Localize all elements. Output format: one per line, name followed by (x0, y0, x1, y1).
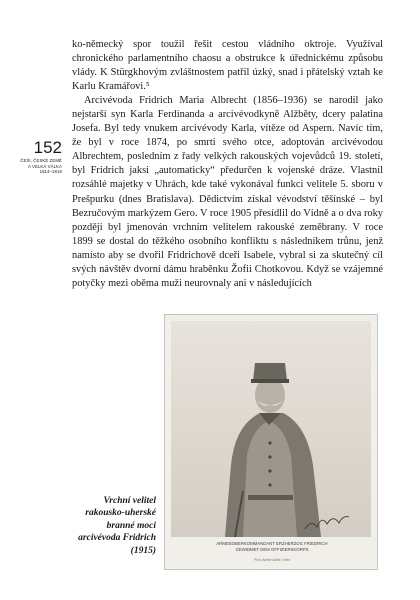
paragraph: Arcivévoda Fridrich Maria Albrecht (1856–1936) se narodil jako nejstarší syn Karla Ferdinanda a arcivévodkyně Alžběty, dcery palatina Josefa. Byl tedy vnukem arcivévody Karla, vítěze od Aspern. Navíc tím, že byl v roce 1874, po smrti svého otce, adoptován arcivévodou Albrechtem, posledním z řady velkých rakouských vojevůdců 19. století, byl Fridrich jaksi „automaticky“ předurčen k vojenské dráze. Vlastnil rozsáhlé majetky v Uhrách, kde také vykonával funkci velitele 5. sboru v Prešpurku (dnes Bratislava). Dědictvím získal vévodství těšínské – byl Bezručovým markýzem Gero. V roce 1905 přesídlil do Vídně a o dva roky později byl jmenován vrchním velitelem rakouské zeměbrany. V roce 1899 se dostal do těžkého osobního konfliktu s následníkem trůnu, jenž namísto aby se dvořil Fridrichově dceři Isabele, vybral si za skutečný cíl svých návštěv dvorní dámu hraběnku Žofii Chotkovou. Když se vzájemné potyčky mezi oběma muži neurovnaly ani v následujících (72, 95, 383, 289)
running-head-line: 1914–1918 (39, 169, 62, 175)
photo-mount-text: ARMEEOBERKOMMANDANT ERZHERZOG FRIEDRICH (216, 541, 328, 546)
caption-line: arcivévoda Fridrich (78, 533, 156, 544)
photo-mount-text: GEWIDMET DEM OFFIZIERSKORPS (235, 547, 309, 552)
running-head-line: ČEŠI, ČESKÉ ZEMĚ (20, 158, 62, 163)
body-text (72, 38, 383, 291)
portrait-illustration (165, 315, 377, 569)
running-head (0, 158, 62, 175)
paragraph: ko-německý spor toužil řešit cestou vládního oktroje. Využíval chronického parlamentního chaosu a obstrukce k úřednickému způsobu vlády. K Stürgkhovým zvláštnostem patřil úzký, snad i přátelský vztah ke Karlu Kramářovi.⁵ (72, 39, 383, 93)
portrait-photo (164, 314, 378, 570)
caption-line: Vrchní velitel (103, 496, 156, 506)
page-number: 152 (33, 138, 62, 157)
running-head-line: A VELKÁ VÁLKA (27, 163, 62, 169)
caption-line: branné moci (106, 520, 156, 531)
caption-line: (1915) (130, 545, 156, 556)
figure-caption (38, 495, 156, 557)
page-margin (0, 139, 62, 175)
caption-line: rakousko-uherské (85, 508, 156, 519)
photo-mount-credit: Phot. Atelier Adèle, Wien (253, 558, 291, 562)
